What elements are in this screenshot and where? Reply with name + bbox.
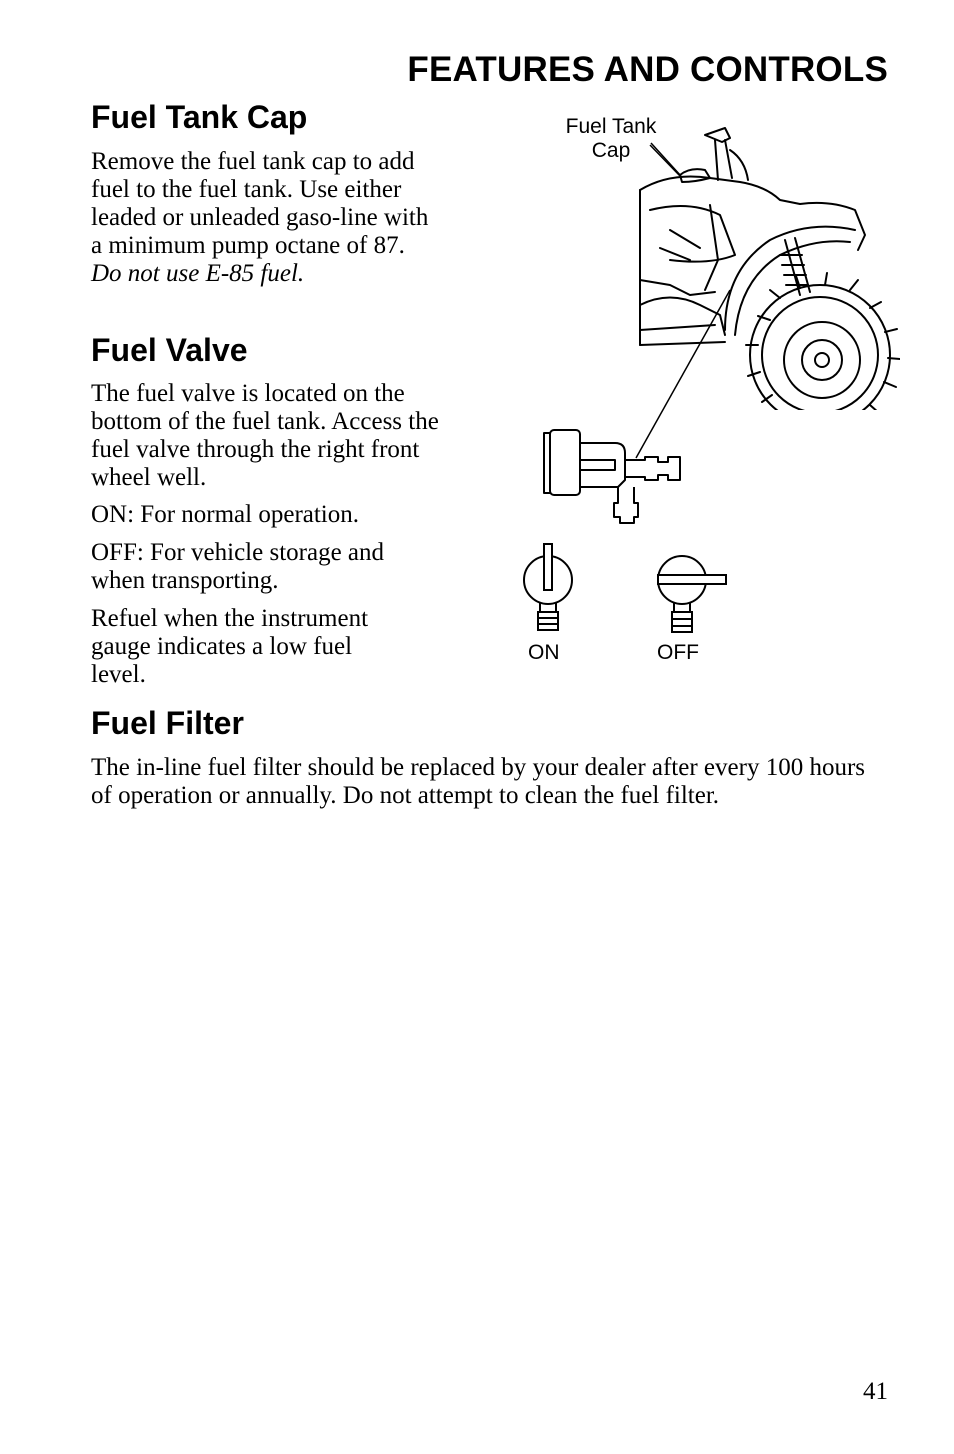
callout-line-2: Cap xyxy=(591,139,631,162)
callout-leader-lines xyxy=(0,0,954,700)
valve-off-icon xyxy=(652,548,732,634)
on-position-label: ON xyxy=(528,641,560,664)
callout-line-1: Fuel Tank xyxy=(565,115,657,138)
valve-on-icon xyxy=(520,540,580,632)
page-number: 41 xyxy=(863,1378,888,1405)
fuel-valve-heading: Fuel Valve xyxy=(91,332,248,368)
fuel-filter-paragraph: The in-line fuel filter should be replaced by your dealer after every 100 hours of operation or annually. Do not attempt to clean the fuel filter. xyxy=(91,754,865,809)
fuel-tank-cap-warning: Do not use E-85 fuel. xyxy=(91,260,305,287)
fuel-tank-cap-heading: Fuel Tank Cap xyxy=(91,99,308,135)
fuel-tank-cap-text: Remove the fuel tank cap to add fuel to the fuel tank. Use either leaded or unleaded gaso-line with a minimum pump octane of 87. xyxy=(91,148,429,259)
fuel-valve-illustration xyxy=(540,425,700,530)
fuel-valve-on-paragraph: ON: For normal operation. xyxy=(91,501,360,528)
off-position-label: OFF xyxy=(657,641,699,664)
fuel-filter-heading: Fuel Filter xyxy=(91,705,244,741)
fuel-valve-off-paragraph: OFF: For vehicle storage and when transporting. xyxy=(91,539,385,594)
fuel-valve-location-paragraph: The fuel valve is located on the bottom of the fuel tank. Access the fuel valve through the right front wheel well. xyxy=(91,380,439,491)
page-section-title: FEATURES AND CONTROLS xyxy=(407,50,888,89)
refuel-paragraph: Refuel when the instrument gauge indicates a low fuel level. xyxy=(91,605,369,688)
